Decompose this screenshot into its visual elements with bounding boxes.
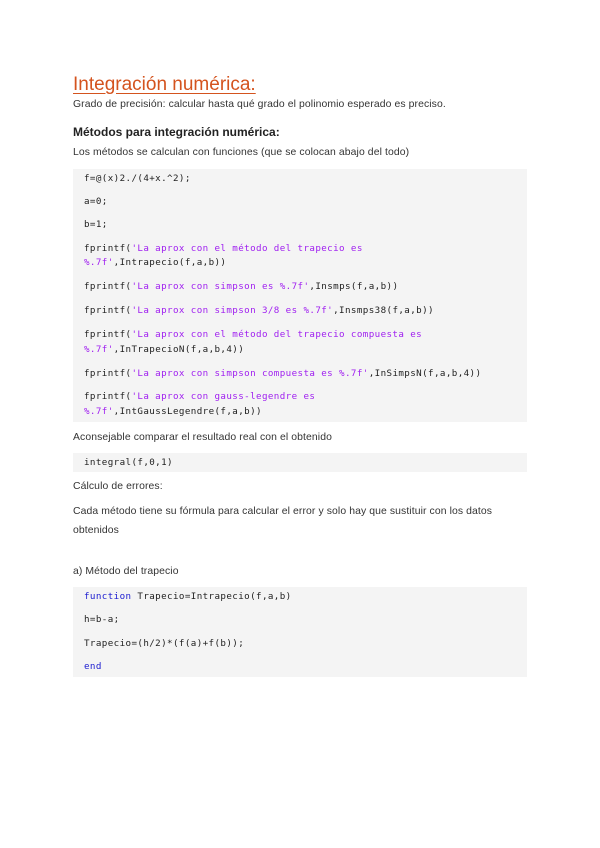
code-block-main xyxy=(73,169,527,422)
errors-paragraph-cont: obtenidos xyxy=(73,525,119,536)
errors-paragraph: Cada método tiene su fórmula para calcular el error y solo hay que sustituir con los datos xyxy=(73,506,493,517)
code-string: 'La aprox con el método del trapecio compuesta es xyxy=(131,329,423,340)
code-string: 'La aprox con simpson es %.7f' xyxy=(131,281,310,292)
code-line: Trapecio=(h/2)*(f(a)+f(b)); xyxy=(84,638,245,649)
code-line: fprintf('La aprox con simpson compuesta es %.7f',InSimpsN(f,a,b,4)) xyxy=(84,368,482,379)
code-string: %.7f' xyxy=(84,344,114,355)
code-line: %.7f',IntGaussLegendre(f,a,b)) xyxy=(84,406,262,417)
errors-heading: Cálculo de errores: xyxy=(73,481,163,492)
code-string: 'La aprox con el método del trapecio es xyxy=(131,243,363,254)
code-string: %.7f' xyxy=(84,257,114,268)
code-line: fprintf('La aprox con el método del trapecio es xyxy=(84,243,363,254)
methods-note: Los métodos se calculan con funciones (que se colocan abajo del todo) xyxy=(73,147,410,158)
code-string: %.7f' xyxy=(84,406,114,417)
code-line: b=1; xyxy=(84,219,108,230)
code-line: a=0; xyxy=(84,196,108,207)
advice-text: Aconsejable comparar el resultado real con el obtenido xyxy=(73,432,332,443)
code-string: 'La aprox con simpson compuesta es %.7f' xyxy=(131,368,369,379)
code-line: fprintf('La aprox con simpson 3/8 es %.7f',Insmps38(f,a,b)) xyxy=(84,305,434,316)
intro-text: Grado de precisión: calcular hasta qué grado el polinomio esperado es preciso. xyxy=(73,99,446,110)
code-line: h=b-a; xyxy=(84,614,120,625)
page-title: Integración numérica: xyxy=(73,74,256,95)
code-line: fprintf('La aprox con el método del trapecio compuesta es xyxy=(84,329,423,340)
code-keyword: function xyxy=(84,591,132,602)
code-line: %.7f',Intrapecio(f,a,b)) xyxy=(84,257,227,268)
code-line: f=@(x)2./(4+x.^2); xyxy=(84,173,191,184)
methods-heading: Métodos para integración numérica: xyxy=(73,125,280,139)
code-block-integral xyxy=(73,453,527,472)
code-line: fprintf('La aprox con gauss-legendre es xyxy=(84,391,316,402)
code-string: 'La aprox con gauss-legendre es xyxy=(131,391,316,402)
code-line: integral(f,0,1) xyxy=(84,457,173,468)
code-line: fprintf('La aprox con simpson es %.7f',Insmps(f,a,b)) xyxy=(84,281,399,292)
code-line: %.7f',InTrapecioN(f,a,b,4)) xyxy=(84,344,245,355)
code-line: function Trapecio=Intrapecio(f,a,b) xyxy=(84,591,292,602)
code-keyword: end xyxy=(84,661,102,672)
code-line xyxy=(84,661,102,672)
code-block-trapecio xyxy=(73,587,527,677)
code-string: 'La aprox con simpson 3/8 es %.7f' xyxy=(131,305,334,316)
trapecio-heading: a) Método del trapecio xyxy=(73,566,179,577)
